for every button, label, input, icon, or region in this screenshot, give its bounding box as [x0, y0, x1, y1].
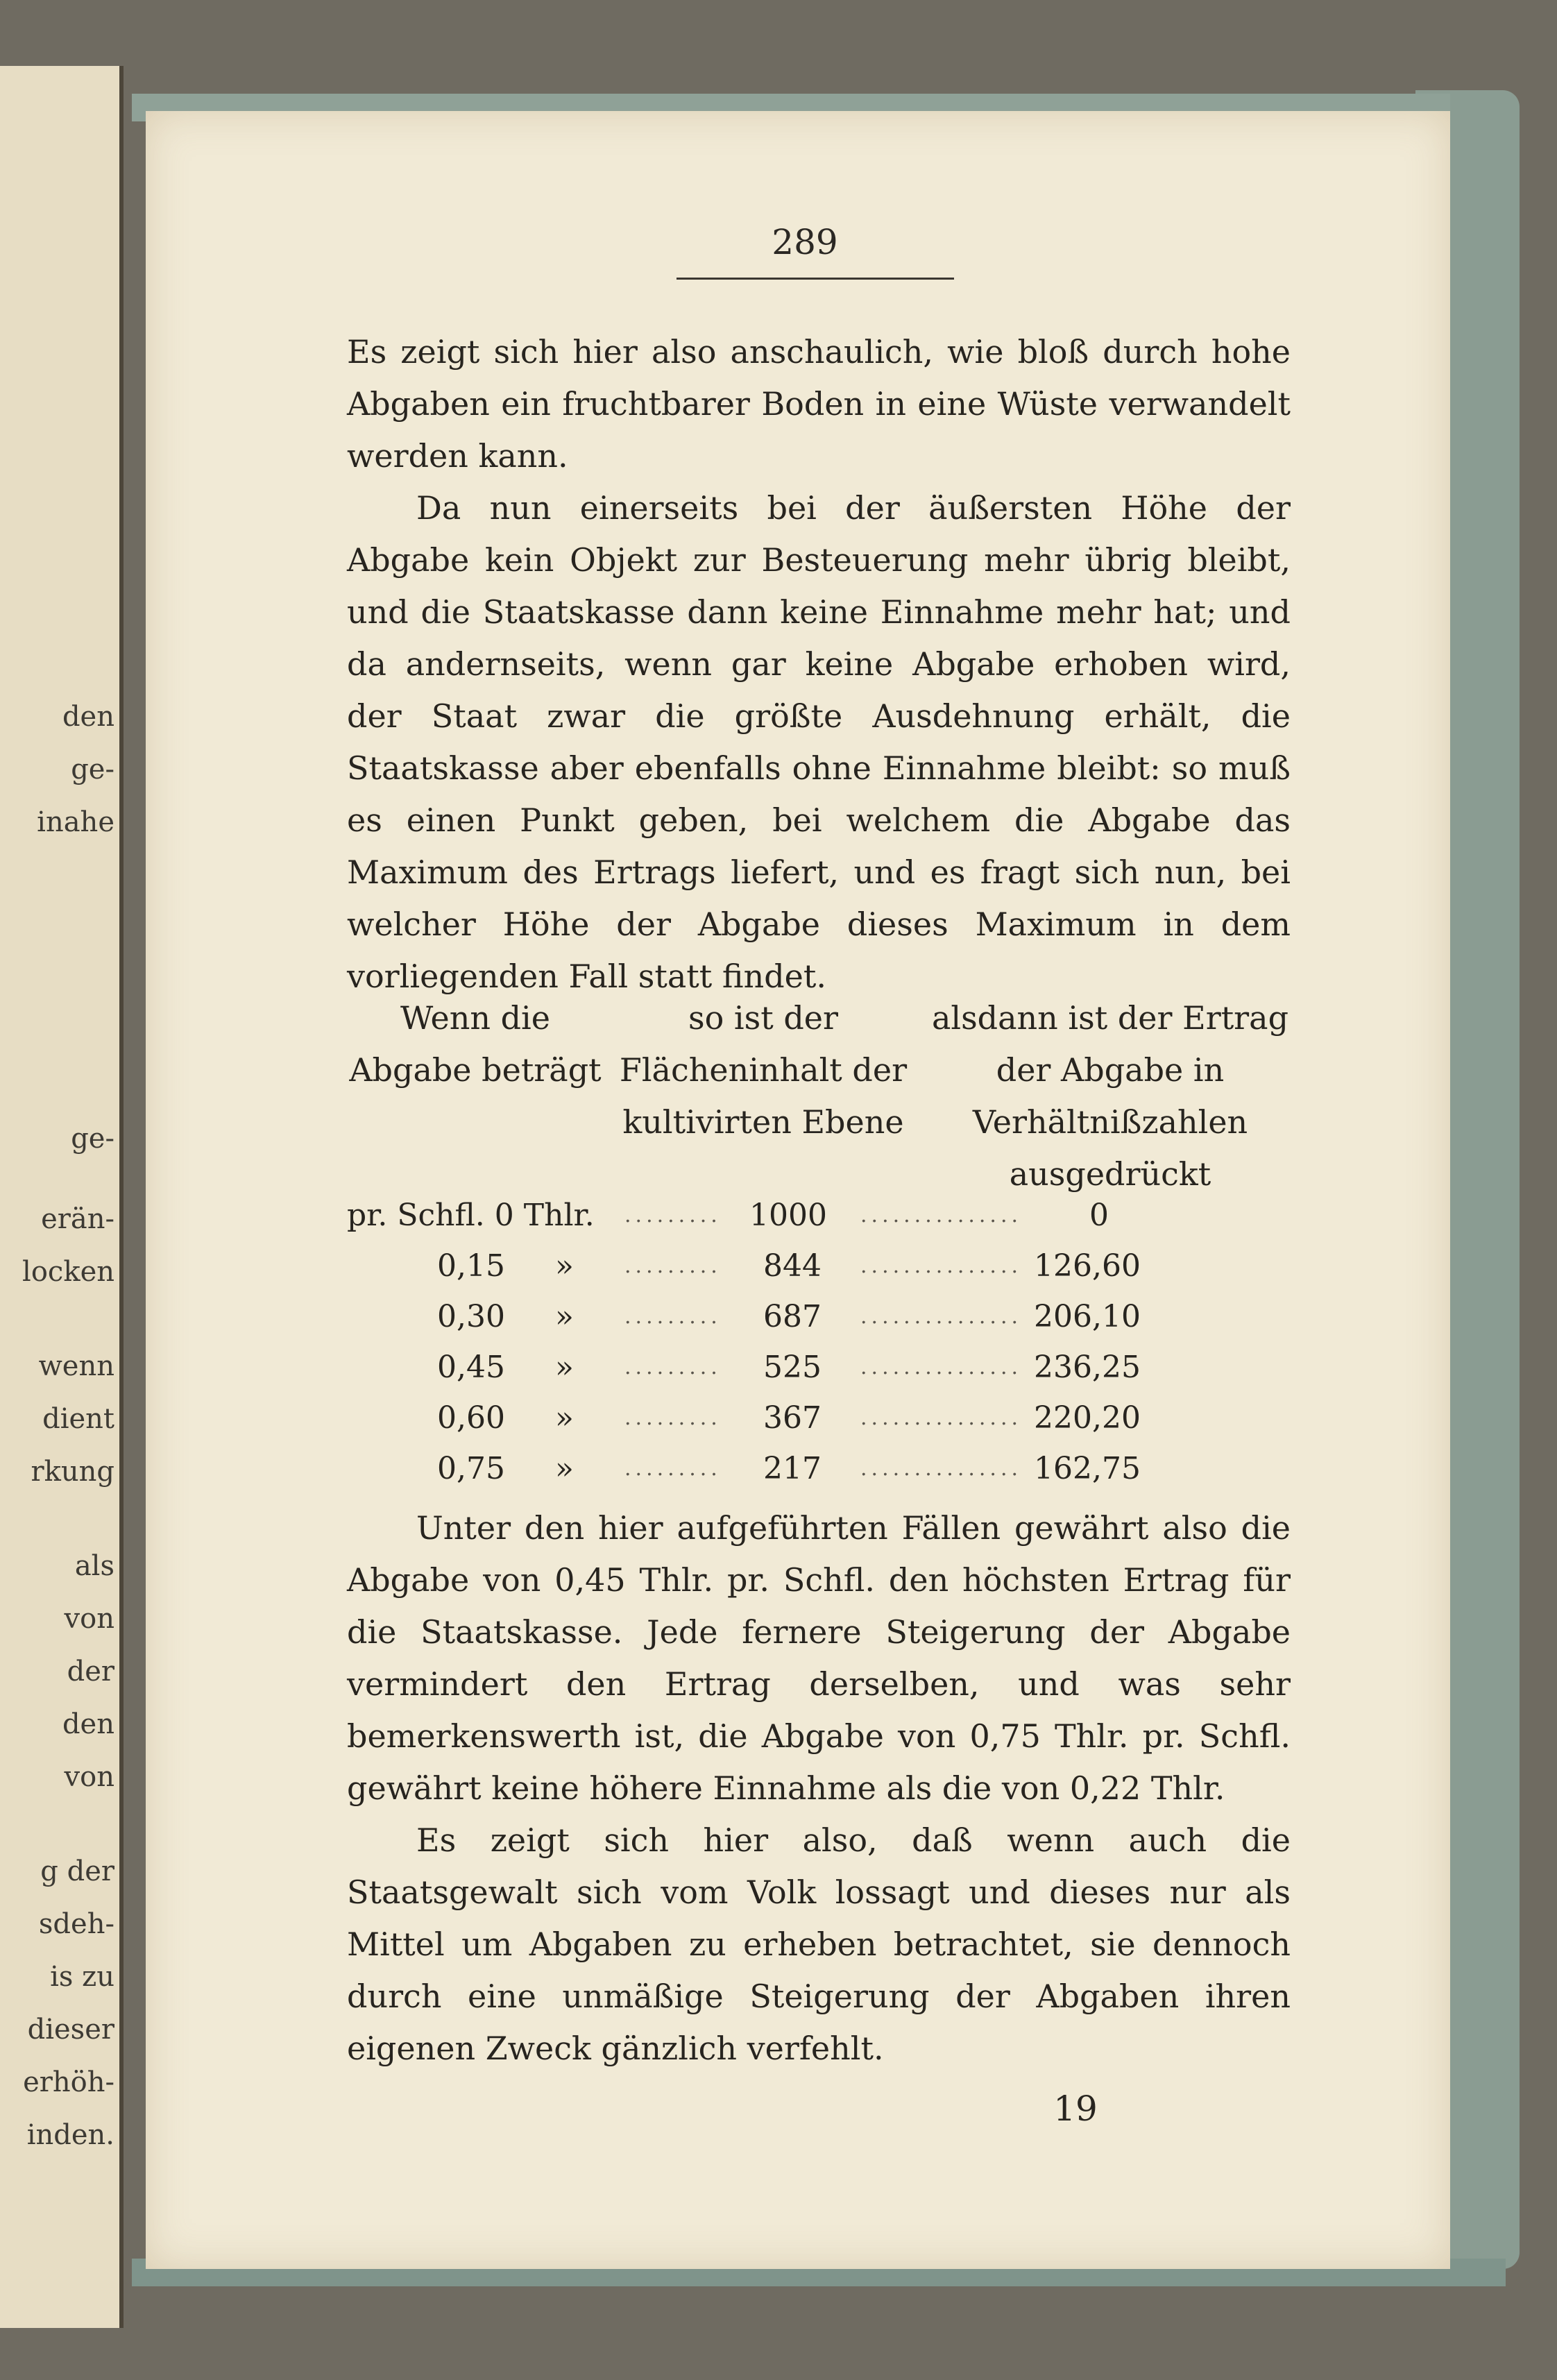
- cell-ertrag: 0: [1089, 1198, 1109, 1233]
- margin-word: inden.: [26, 2119, 114, 2151]
- cell-ditto-mark: »: [555, 1451, 574, 1486]
- column-header-abgabe: Wenn die Abgabe beträgt: [349, 999, 602, 1089]
- leader-dots: ...............: [860, 1254, 1023, 1278]
- cell-abgabe: 0,75: [437, 1451, 505, 1486]
- margin-word: locken: [22, 1256, 114, 1288]
- cell-abgabe: 0,30: [437, 1299, 505, 1334]
- header-rule: [677, 278, 954, 280]
- leader-dots: ...............: [860, 1203, 1023, 1227]
- leader-dots: .........: [624, 1456, 722, 1481]
- cell-ditto-mark: »: [555, 1248, 574, 1284]
- body-text-bottom: [347, 1502, 1291, 2075]
- margin-word: den: [62, 1708, 114, 1740]
- margin-word: inahe: [37, 806, 114, 838]
- margin-word: ge-: [71, 1123, 114, 1155]
- table-row: [347, 1244, 1291, 1295]
- table-row: [347, 1396, 1291, 1447]
- leader-dots: ...............: [860, 1406, 1023, 1430]
- cell-abgabe: pr. Schfl. 0 Thlr.: [347, 1198, 595, 1233]
- margin-word: erhöh-: [23, 2066, 114, 2098]
- leader-dots: .........: [624, 1203, 722, 1227]
- column-header-flaeche: so ist der Flächeninhalt der kultivirten Ebene: [619, 999, 908, 1141]
- cell-ertrag: 236,25: [1034, 1350, 1141, 1385]
- paragraph: Unter den hier aufgeführten Fällen gewährt also die Abgabe von 0,45 Thlr. pr. Schfl. den höchsten Ertrag für die Staatskasse. Jede fernere Steigerung der Abgabe vermindert den Ertrag derselben, und was sehr bemerkenswerth ist, die Abgabe von 0,75 Thlr. pr. Schfl. gewährt keine höhere Einnahme als die von 0,22 Thlr.: [347, 1509, 1291, 1807]
- cell-ertrag: 220,20: [1034, 1400, 1141, 1436]
- cell-flaeche: 844: [763, 1248, 822, 1284]
- margin-word: dient: [42, 1403, 114, 1435]
- margin-word: is zu: [50, 1961, 114, 1993]
- margin-word: wenn: [38, 1350, 114, 1382]
- signature-mark: 19: [1053, 2089, 1098, 2129]
- leader-dots: ...............: [860, 1304, 1023, 1329]
- cell-ditto-mark: »: [555, 1400, 574, 1436]
- margin-word: erän-: [41, 1203, 114, 1235]
- leader-dots: ...............: [860, 1456, 1023, 1481]
- margin-word: als: [74, 1550, 114, 1582]
- margin-word: g der: [40, 1855, 114, 1887]
- margin-word: dieser: [27, 2014, 114, 2046]
- table-row: [347, 1295, 1291, 1345]
- margin-word: von: [64, 1603, 114, 1635]
- cell-abgabe: 0,60: [437, 1400, 505, 1436]
- cell-ertrag: 162,75: [1034, 1451, 1141, 1486]
- column-header-ertrag: alsdann ist der Ertrag der Abgabe in Verhältnißzahlen ausgedrückt: [931, 999, 1289, 1193]
- left-page-margin-text: [0, 690, 114, 2161]
- leader-dots: .........: [624, 1406, 722, 1430]
- cell-flaeche: 367: [763, 1400, 822, 1436]
- leader-dots: .........: [624, 1254, 722, 1278]
- cell-ditto-mark: »: [555, 1350, 574, 1385]
- cell-flaeche: 1000: [749, 1198, 827, 1233]
- cell-flaeche: 687: [763, 1299, 822, 1334]
- cell-ditto-mark: »: [555, 1299, 574, 1334]
- leader-dots: ...............: [860, 1355, 1023, 1379]
- table-row: [347, 1345, 1291, 1396]
- cell-flaeche: 525: [763, 1350, 822, 1385]
- margin-word: der: [67, 1656, 114, 1688]
- paragraph: Es zeigt sich hier also anschaulich, wie bloß durch hohe Abgaben ein fruchtbarer Boden in eine Wüste verwandelt werden kann.: [347, 333, 1291, 475]
- margin-word: von: [64, 1761, 114, 1793]
- cell-abgabe: 0,15: [437, 1248, 505, 1284]
- margin-word: den: [62, 701, 114, 733]
- leader-dots: .........: [624, 1355, 722, 1379]
- margin-word: rkung: [31, 1456, 114, 1488]
- leader-dots: .........: [624, 1304, 722, 1329]
- cell-abgabe: 0,45: [437, 1350, 505, 1385]
- body-text-top: [347, 326, 1291, 1003]
- margin-word: ge-: [71, 754, 114, 785]
- margin-word: sdeh-: [38, 1908, 114, 1940]
- table-body: [347, 1193, 1291, 1497]
- page-number: 289: [772, 222, 838, 262]
- cell-flaeche: 217: [763, 1451, 822, 1486]
- table-row: [347, 1447, 1291, 1497]
- cell-ertrag: 126,60: [1034, 1248, 1141, 1284]
- left-page-edge: [0, 66, 124, 2328]
- paragraph: Da nun einerseits bei der äußersten Höhe der Abgabe kein Objekt zur Besteuerung mehr übrig bleibt, und die Staatskasse dann keine Einnahme mehr hat; und da andernseits, wenn gar keine Abgabe erhoben wird, der Staat zwar die größte Ausdehnung erhält, die Staatskasse aber ebenfalls ohne Einnahme bleibt: so muß es einen Punkt geben, bei welchem die Abgabe das Maximum des Ertrags liefert, und es fragt sich nun, bei welcher Höhe der Abgabe dieses Maximum in dem vorliegenden Fall statt findet.: [347, 489, 1291, 995]
- paragraph: Es zeigt sich hier also, daß wenn auch die Staatsgewalt sich vom Volk lossagt und dieses nur als Mittel um Abgaben zu erheben betrachtet, sie dennoch durch eine unmäßige Steigerung der Abgaben ihren eigenen Zweck gänzlich verfehlt.: [347, 1821, 1291, 2067]
- cell-ertrag: 206,10: [1034, 1299, 1141, 1334]
- table-row: [347, 1193, 1291, 1244]
